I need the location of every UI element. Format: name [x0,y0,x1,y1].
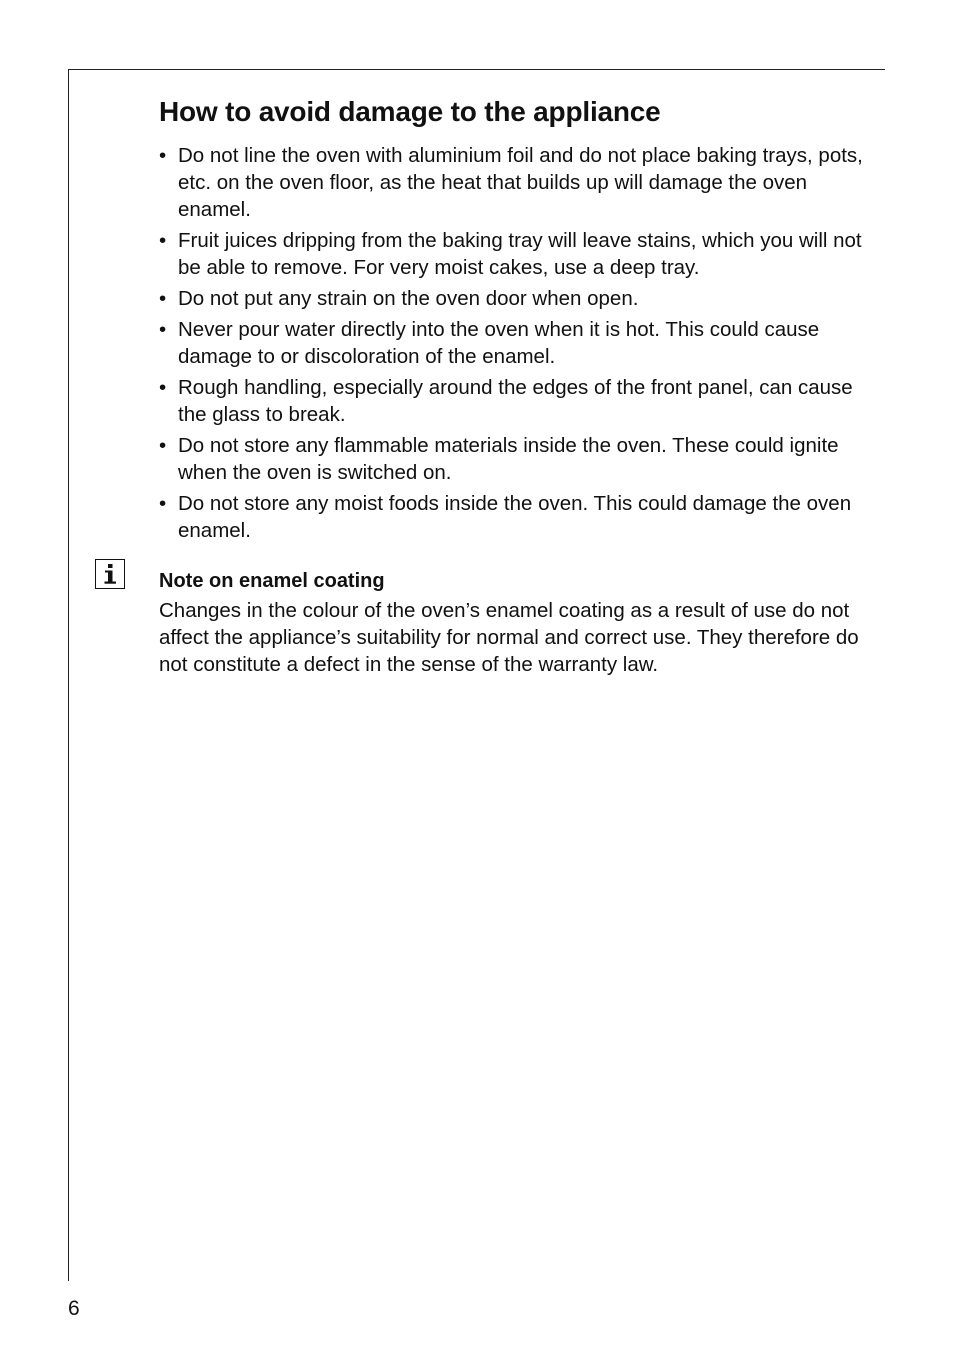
damage-section [159,94,869,548]
bullet-symbol: • [159,434,167,457]
info-icon [95,559,125,589]
bullet-symbol: • [159,144,167,167]
bullet-list [159,142,869,544]
list-item [159,316,869,370]
list-item-text: Do not store any moist foods inside the oven. This could damage the oven enamel. [178,492,852,542]
bullet-symbol: • [159,287,167,310]
list-item [159,490,869,544]
page-number: 6 [68,1297,80,1320]
list-item-text: Rough handling, especially around the edges of the front panel, can cause the glass to break. [178,376,853,426]
list-item-text: Never pour water directly into the oven when it is hot. This could cause damage to or discoloration of the enamel. [178,318,820,368]
section-title: How to avoid damage to the appliance [159,96,661,127]
left-rule [68,69,69,1281]
list-item [159,432,869,486]
note-title: Note on enamel coating [159,570,385,592]
note-section [159,566,869,678]
bullet-symbol: • [159,492,167,515]
bullet-symbol: • [159,376,167,399]
bullet-symbol: • [159,229,167,252]
list-item-text: Do not put any strain on the oven door when open. [178,287,639,310]
bullet-symbol: • [159,318,167,341]
list-item [159,142,869,223]
list-item [159,227,869,281]
list-item-text: Fruit juices dripping from the baking tray will leave stains, which you will not be able to remove. For very moist cakes, use a deep tray. [178,229,862,279]
list-item-text: Do not store any flammable materials inside the oven. These could ignite when the oven is switched on. [178,434,839,484]
list-item-text: Do not line the oven with aluminium foil and do not place baking trays, pots, etc. on the oven floor, as the heat that builds up will damage the oven enamel. [178,144,863,221]
list-item [159,285,869,312]
list-item [159,374,869,428]
top-rule [68,69,885,70]
note-body: Changes in the colour of the oven’s enamel coating as a result of use do not affect the appliance’s suitability for normal and correct use. They therefore do not constitute a defect in the sense of the warranty law. [159,599,859,676]
